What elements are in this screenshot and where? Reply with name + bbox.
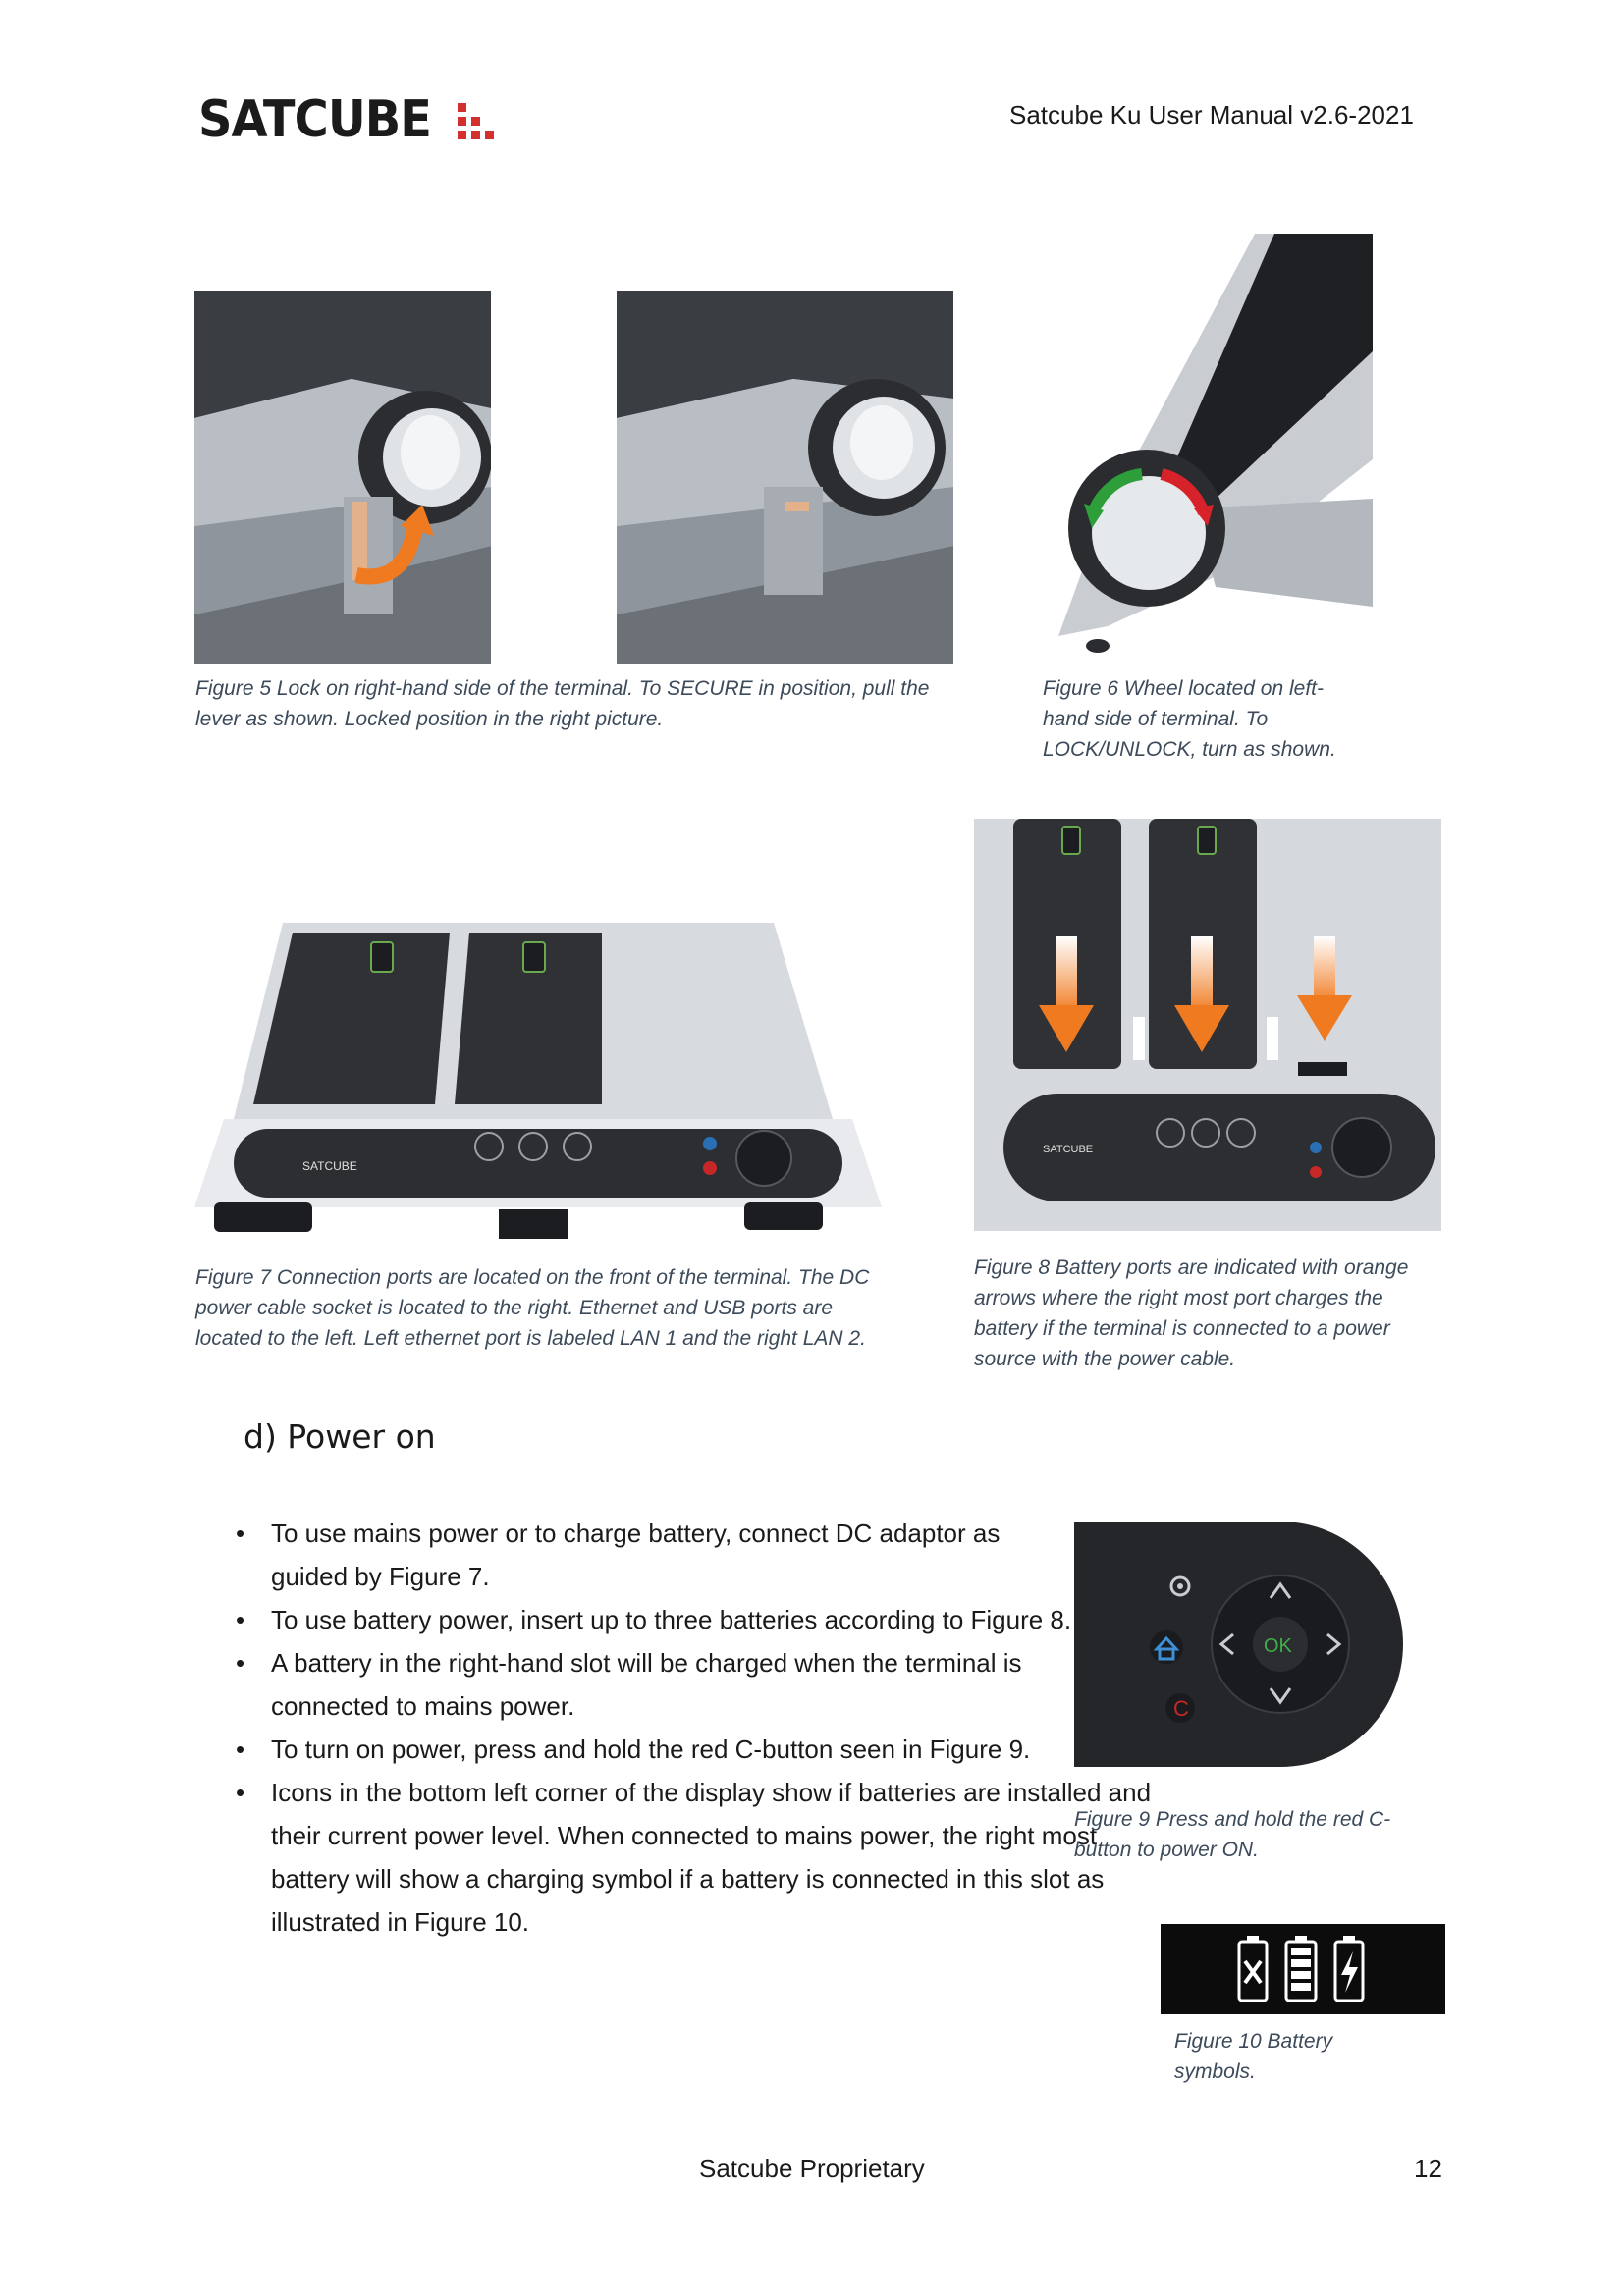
satcube-logo [198,90,495,149]
bullet-item: • To use battery power, insert up to three batteries according to Figure 8. [236,1598,1086,1641]
figure-5-right-photo [617,291,953,664]
logo-text: SATCUBE [198,90,432,149]
bullet-item: • To use mains power or to charge battery, connect DC adaptor as guided by Figure 7. [236,1512,1056,1598]
figure-5-left-photo [194,291,491,664]
c-power-button [1165,1693,1195,1723]
logo-dots-icon [458,99,495,140]
figure-8-brand-label: SATCUBE [1043,1144,1094,1155]
page-number: 12 [1414,2154,1442,2183]
section-heading: d) Power on [244,1417,436,1456]
home-icon [1150,1630,1183,1664]
figure-9-photo [1074,1522,1404,1767]
ok-button-label: OK [1264,1635,1292,1657]
bullet-item: • To turn on power, press and hold the red C-button seen in Figure 9. [236,1728,1037,1771]
power-on-bullet-list [236,1512,1152,1944]
figure-9-caption: Figure 9 Press and hold the red C-button to power ON. [1074,1808,1391,1861]
figure-8-photo [974,819,1441,1231]
footer-proprietary: Satcube Proprietary [699,2154,925,2183]
figure-7-photo [194,923,882,1247]
figure-7-brand-label: SATCUBE [302,1159,357,1173]
c-button-label: C [1173,1696,1189,1721]
bullet-item: • A battery in the right-hand slot will be charged when the terminal is connected to mains power. [236,1641,1037,1728]
figure-10-photo [1161,1924,1445,2014]
document-title: Satcube Ku User Manual v2.6-2021 [1009,100,1414,130]
bullet-item: • Icons in the bottom left corner of the display show if batteries are installed and their current power level. When connected to mains power, the right most battery will show a charging symbol if a battery is connected in this slot as illustrated in Figure 10. [236,1771,1155,1944]
figure-7-caption: Figure 7 Connection ports are located on the front of the terminal. The DC power cable socket is located to the right. Ethernet and USB ports are located to the left. Left ethernet port is labeled LAN 1 and the right LAN 2. [195,1266,870,1350]
figure-10-caption: Figure 10 Battery symbols. [1174,2030,1333,2083]
figure-8-caption: Figure 8 Battery ports are indicated with orange arrows where the right most port charges the battery if the terminal is connected to a power source with the power cable. [974,1256,1409,1370]
figure-5-caption: Figure 5 Lock on right-hand side of the terminal. To SECURE in position, pull the lever as shown. Locked position in the right picture. [195,677,930,730]
figure-6-photo [1039,234,1373,664]
figure-6-caption: Figure 6 Wheel located on left-hand side of terminal. To LOCK/UNLOCK, turn as shown. [1043,677,1336,761]
